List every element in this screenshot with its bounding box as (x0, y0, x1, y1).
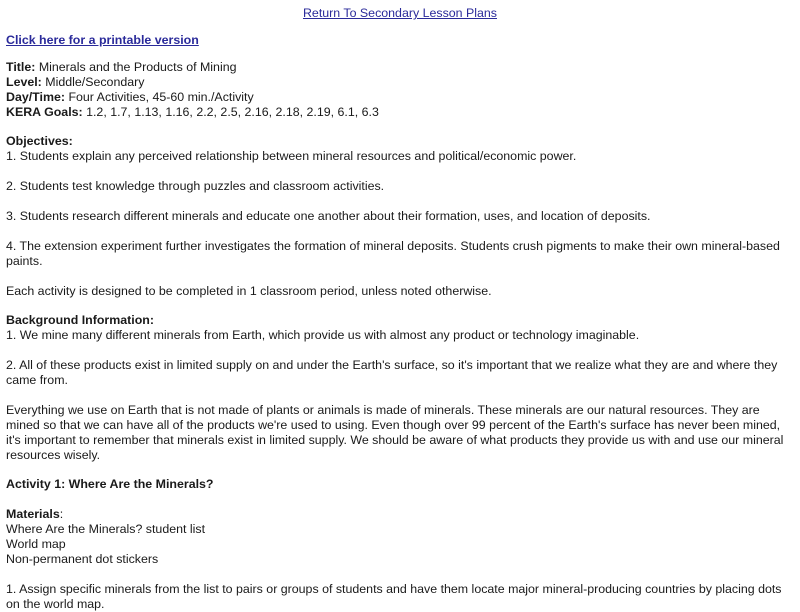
lesson-plan-page (0, 6, 800, 612)
objectives-section (6, 134, 794, 299)
lesson-meta (6, 60, 794, 120)
materials-list (6, 522, 794, 567)
material-item: World map (6, 537, 66, 551)
background-item: 2. All of these products exist in limited supply on and under the Earth's surface, so it's important that we realize what they are and where they came from. (6, 358, 778, 387)
background-heading: Background Information: (6, 313, 154, 327)
printable-version-link[interactable]: Click here for a printable version (6, 33, 199, 47)
background-paragraph: Everything we use on Earth that is not made of plants or animals is made of minerals. These minerals are our natural resources. They are mined so that we can have all of the products we're used to using. Even though over 99 percent of the Earth's surface has never been mined, it's important to remember that minerals exist in limited supply. We should be aware of what products they provide us with and use our mineral resources wisely. (6, 403, 784, 462)
meta-title (6, 60, 794, 75)
objective-item: 1. Students explain any perceived relationship between mineral resources and political/economic power. (6, 149, 577, 163)
meta-kera-label: KERA Goals: (6, 105, 83, 119)
meta-level-label: Level: (6, 75, 42, 89)
objectives-heading: Objectives: (6, 134, 73, 148)
materials-label-line (6, 507, 794, 522)
activity-1-heading: Activity 1: Where Are the Minerals? (6, 477, 214, 491)
materials-colon: : (59, 507, 64, 521)
meta-daytime-value: Four Activities, 45-60 min./Activity (65, 90, 254, 104)
material-item: Non-permanent dot stickers (6, 552, 159, 566)
objective-item: 2. Students test knowledge through puzzles and classroom activities. (6, 179, 385, 193)
activity-step: 1. Assign specific minerals from the list to pairs or groups of students and have them locate major mineral-producing countries by placing dots on the world map. (6, 582, 782, 611)
meta-level (6, 75, 794, 90)
meta-title-value: Minerals and the Products of Mining (35, 60, 237, 74)
return-to-secondary-lesson-plans-link[interactable]: Return To Secondary Lesson Plans (302, 6, 497, 20)
objective-item: 3. Students research different minerals and educate one another about their formation, uses, and location of deposits. (6, 209, 651, 223)
background-item: 1. We mine many different minerals from Earth, which provide us with almost any product or technology imaginable. (6, 328, 640, 342)
materials-label: Materials (6, 507, 60, 521)
background-section (6, 313, 794, 463)
meta-kera-value: 1.2, 1.7, 1.13, 1.16, 2.2, 2.5, 2.16, 2.18, 2.19, 6.1, 6.3 (82, 105, 379, 119)
meta-level-value: Middle/Secondary (41, 75, 145, 89)
meta-daytime-label: Day/Time: (6, 90, 65, 104)
meta-kera-goals (6, 105, 794, 120)
objectives-note: Each activity is designed to be completed in 1 classroom period, unless noted otherwise. (6, 284, 492, 298)
material-item: Where Are the Minerals? student list (6, 522, 206, 536)
activity-1-section (6, 477, 794, 612)
meta-title-label: Title: (6, 60, 36, 74)
meta-daytime (6, 90, 794, 105)
objective-item: 4. The extension experiment further investigates the formation of mineral deposits. Students crush pigments to make their own mineral-based paints. (6, 239, 780, 268)
